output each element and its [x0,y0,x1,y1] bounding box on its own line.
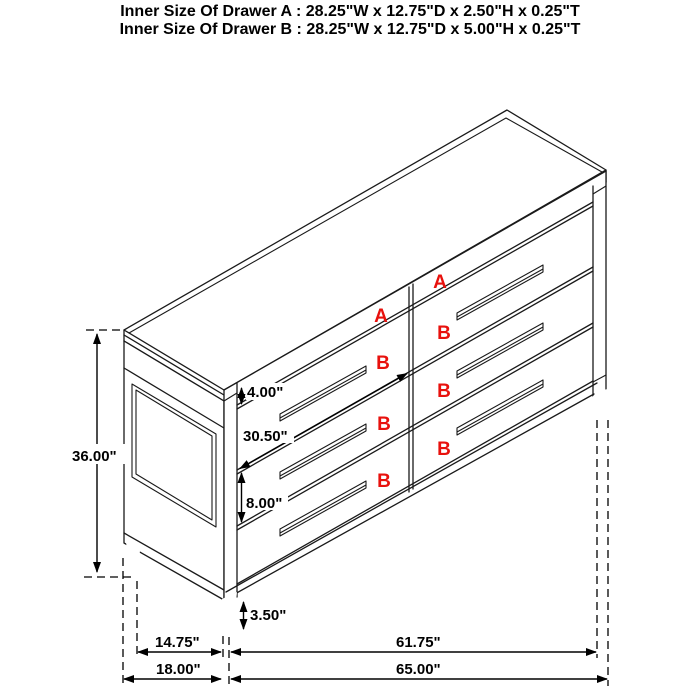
drawer-label-b-left-2: B [377,414,391,435]
drawer-label-b-left-1: B [376,353,390,374]
drawer-label-b-left-3: B [377,471,391,492]
dresser-line-art [124,110,607,633]
drawer-label-a-right: A [433,272,447,293]
dim-leg-span-depth-label: 14.75" [155,634,200,651]
figure-title-line-1: Inner Size Of Drawer A : 28.25"W x 12.75"D x 2.50"H x 0.25"T [120,3,580,20]
drawer-label-b-right-1: B [437,323,451,344]
front-left-leg [222,592,237,633]
dim-leg-height-label: 3.50" [250,607,287,624]
dim-half-width-label: 30.50" [243,428,288,445]
figure-title-line-2: Inner Size Of Drawer B : 28.25"W x 12.75"D x 5.00"H x 0.25"T [119,21,581,38]
dim-drawer-b-height-label: 8.00" [246,495,283,512]
drawer-label-a-left: A [374,306,388,327]
dim-overall-depth-label: 18.00" [156,661,201,678]
drawer-label-b-right-2: B [437,381,451,402]
drawer-label-b-right-3: B [437,439,451,460]
dim-drawer-a-height-label: 4.00" [247,384,284,401]
dim-overall-height-label: 36.00" [72,448,117,465]
dim-overall-width-label: 65.00" [396,661,441,678]
dim-leg-span-width-label: 61.75" [396,634,441,651]
